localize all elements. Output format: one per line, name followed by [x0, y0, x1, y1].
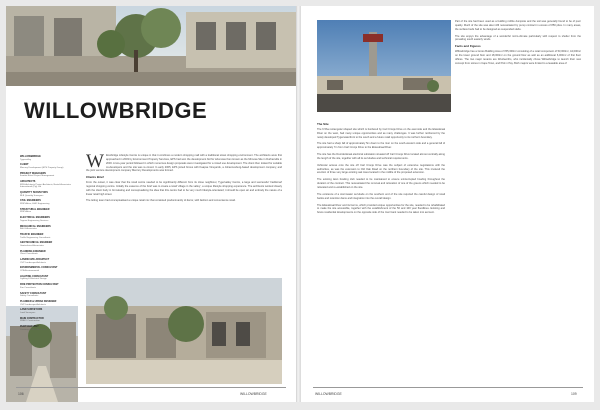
intro-column [86, 151, 282, 206]
credit-entry: LIGHTING CONSULTANT Lighting & Electrical Design [20, 274, 49, 281]
street-photo-illustration [6, 6, 296, 86]
credit-entry: LANDSCAPE ARCHITECT OVP Landscape Architects [20, 258, 50, 264]
footer-page-number: 106 [18, 392, 24, 396]
body-paragraph: The existing lawn bowling club needed to be maintained to ensure uninterrupted bowling throughout the duration of the contract. This necessitated the removal and relocation of one of the greens which needed to be relocated and re-established on the site. [317, 178, 445, 189]
credit-entry: TRAFFIC ENGINEER Traffic Engineering Consultants [20, 232, 51, 239]
credit-entry: PLANNER & URBAN DESIGNER OVP Landscape Architects [20, 299, 57, 306]
credit-entry: MAIN CONTRACTOR WBHO Construction [20, 316, 44, 323]
credits-sidebar [20, 156, 76, 334]
footer-label: WILLOWBRIDGE [240, 392, 267, 396]
footer-rule [313, 387, 583, 388]
intro-paragraph: Willowbridge Lifestyle Centre is unique in that it combines a modern shopping mall with a traditional street shopping environment. The architects were first approached in 2003 by Environment Property Services, EPS had won the development bid for what was then known as the Mimosa Site in Durbanville in 2003. A two-year period followed in which numerous design proposals were investigated for a mixed use development. The client then looked for suitable co-developers and the site was re-zoned. In early 2005, EPS joined forces with Kaapse Vineyards, a Johannesburg-based development company, and the joint venture development company Mercury Developments was formed. [86, 151, 282, 173]
body-paragraph: The Elsieskraal River and its berms, which provided unique opportunities for the site, needed to be rehabilitated to make the site accessible, together with the establishment of the 50 and 100 year floodlines. Existing and future residential developments on the opposite side of the river bank needed to be taken into account. [317, 203, 445, 215]
signage-photo-illustration [317, 20, 451, 112]
body-paragraph: Vehicular access onto the site off Carl Cronje Drive was the subject of extensive negotiations with the authorities, as was the extension to Old Oak Road on the northern boundary of the site. This involved the erection of three very large existing oak trees located in the middle of the proposed extension. [317, 163, 445, 175]
credit-entry: FIRE PROTECTION CONSULTANT Fire Consultants [20, 283, 59, 289]
left-page [6, 6, 296, 402]
body-paragraph: Willowbridge has a Gross Building Area of ±55,300m² consisting of a retail component of 53,000m², 44,000m² on the lower ground floor and 18,000m² on the ground floor as well as an additional 6,000m² of first floor offices. The two major tenants are Woolworths, who incidentally chose Willowbridge to launch their new concept from stores in Cape Town, and Pick n Pay. Both majors were limited to a leasable area of [455, 50, 581, 65]
facts-column [455, 20, 581, 68]
credit-entry: CIVIL ENGINEERS WSP Africa; HHO Engineering [20, 199, 50, 206]
credit-entry: GEOTECHNICAL ENGINEER Geotechnical Associates [20, 241, 53, 247]
body-paragraph: The letting team had conceptualised a unique retail mix that consisted predominantly of décor, with fashion and convenience retail. [86, 199, 236, 203]
credit-entry: ARCHITECTS MDS Architects Project Architects; Bentel Associates International (Pty) Ltd [20, 180, 71, 189]
page-title: WILLOWBRIDGE [24, 98, 208, 123]
section-heading: The Site [317, 122, 329, 126]
right-page [301, 6, 594, 402]
credit-entry: MECHANICAL ENGINEERS Bolt & Associates [20, 224, 51, 231]
footer-page-number: 109 [571, 392, 577, 396]
courtyard-photo-illustration [86, 278, 282, 384]
footer-rule [16, 387, 286, 388]
credit-entry: PLANNING ENGINEER Client Consultants [20, 249, 46, 256]
body-paragraph: The site enjoys the advantage of a wonderful micro-climate particularly with respect to shelter from the prevailing south easterly winds. [455, 34, 581, 42]
body-paragraph: The existence of a stormwater servitude on the southern end of the site required the careful design of retail banks and retention dams and integration into the overall design. [317, 192, 445, 200]
credit-entry: PROJECT MANAGERS Ikemba Retail Project Management [20, 171, 55, 178]
street-photo-left [6, 6, 296, 86]
body-paragraph: The 6.5ha rectangular shaped site which is bordered by Carl Cronje Drive on the east side and the Elsieskraal River on the west, had many unique opportunities and as many challenges. It was further reinforced by the newly developed Tygerwaterfront to the south and a future retail opportunity to its northern boundary. [317, 127, 445, 139]
credit-entry: SAFETY CONSULTANT Safety Consultants [20, 291, 47, 298]
credit-entry: PHOTOGRAPHY Courtesy of MDS Architects [20, 325, 47, 331]
signage-photo [317, 20, 451, 112]
courtyard-photo [86, 278, 282, 384]
drop-cap: W [86, 151, 104, 172]
section-heading: Clients Brief [86, 175, 104, 180]
credit-entry: STRUCTURAL ENGINEER WSP Africa [20, 207, 50, 214]
credit-entry: QUANTITY SURVEYORS RLB Quantity Surveyors [20, 191, 48, 197]
credit-entry: LAND SURVEYORS Land Surveyors [20, 308, 43, 314]
site-column [317, 120, 445, 218]
credit-entry: ENVIRONMENTAL CONSULTANT CCA Environmental [20, 266, 58, 273]
credit-entry: WILLOWBRIDGE Tygervalley [20, 155, 41, 161]
footer-label: WILLOWBRIDGE [315, 392, 342, 396]
body-paragraph: Part of the site had been used as a building rubble dumpsite and the soil was generally found to be of poor quality. Much of the site was also infill necessitated by pump contract in excess of 850 piles. In many areas, the surface beds had to be designed as suspended slabs. [455, 20, 581, 31]
credit-entry: ELECTRICAL ENGINEERS Tegnon Engineering Services [20, 216, 50, 222]
credit-entry: CLIENT Mercury Development (EPS Property Group) [20, 163, 64, 169]
body-paragraph: From the outset, it was clear that the retail centre needed to be significantly different from its close neighbour, Tygervalley Centre, a large and successful 'traditional' regional shopping centre. Initially the essence of the brief was to create a retail 'village in the valley', a unique lifestyle shopping experience. The architects worked closely with the client body in formulating and conceptualising the idea that this centre had to be very much lifestyle-orientated; it should be open air and embody the nature of a linear retail high street. [86, 181, 282, 196]
body-paragraph: The site has the Doordenkraal electrical substation situated off Carl Cronje Drive located almost centrally along the length of the site, together with all its servitudes and technical requirements. [317, 153, 445, 160]
body-paragraph: The site had a sharp fall of approximately 5m down to the river on the south-western side and a general fall of approximately 7m from Carl Cronje Drive to the Elsieskraal River. [317, 142, 445, 150]
section-heading: Facts and Figures [455, 44, 481, 49]
